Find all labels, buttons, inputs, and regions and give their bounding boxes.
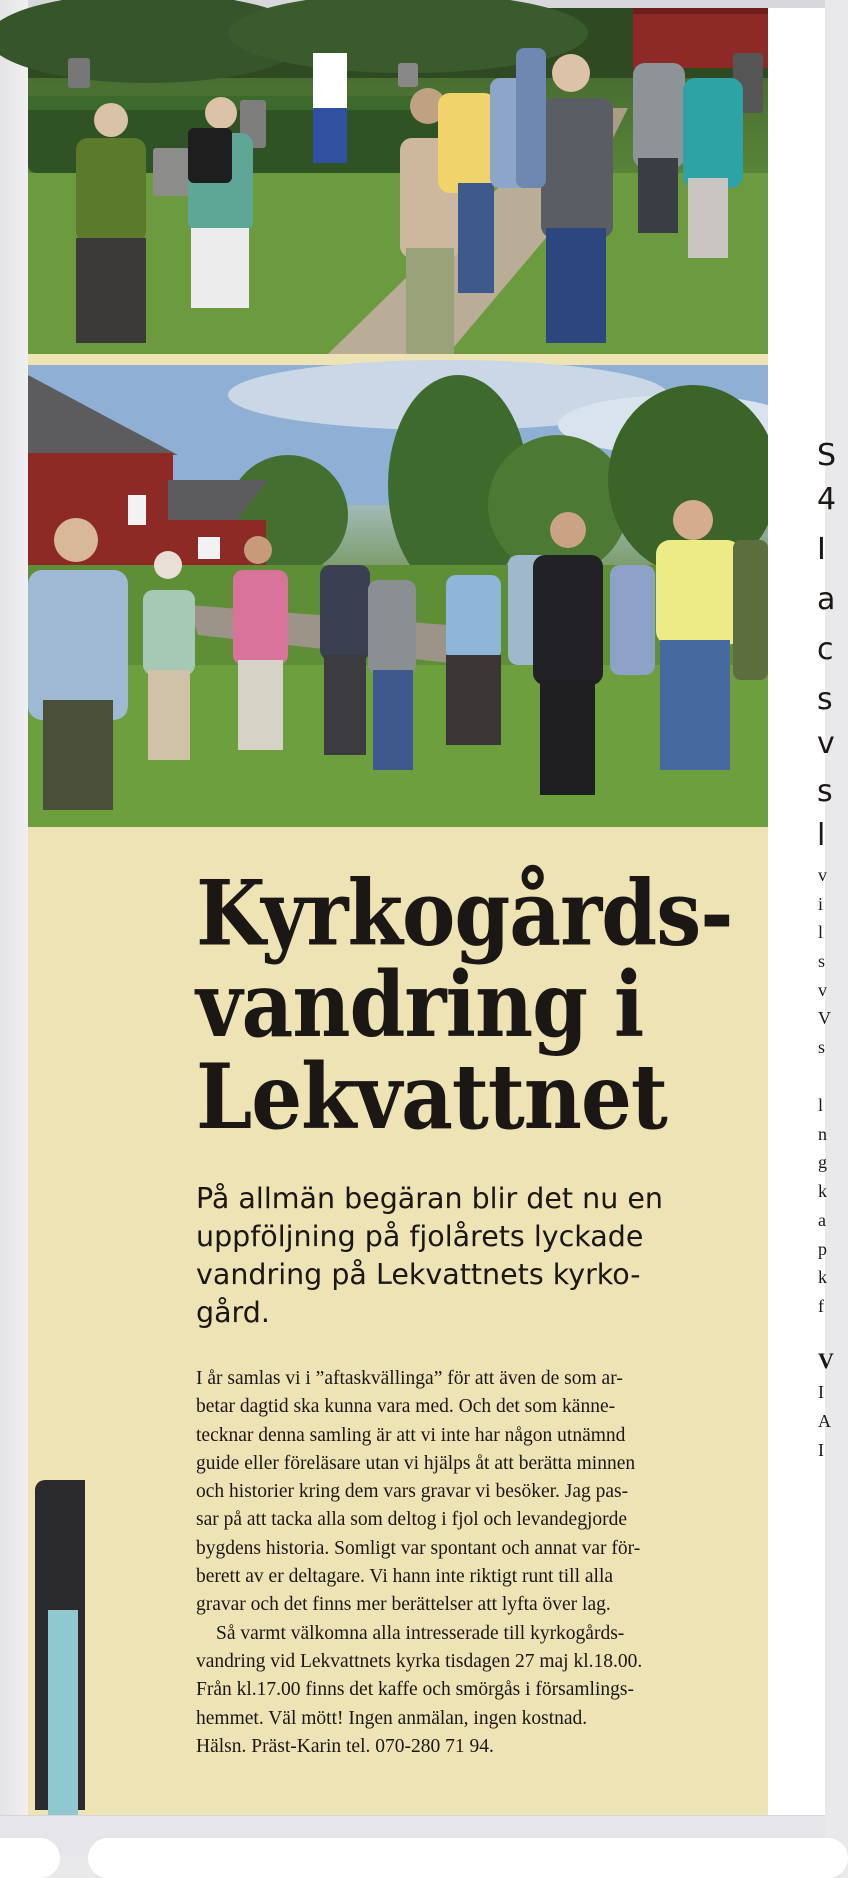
next-page-edge — [768, 8, 837, 1815]
next-page-small-letter: k — [818, 1181, 827, 1201]
article-body — [196, 1365, 736, 1761]
ingress-line: uppföljning på fjolårets lyckade — [196, 1220, 644, 1253]
body-line: tecknar denna samling är att vi inte har någon utnämnd — [196, 1424, 626, 1446]
next-page-letter: s — [817, 774, 833, 809]
next-page-small-letter: k — [818, 1267, 827, 1287]
next-page-small-letter: s — [818, 951, 826, 971]
article-ingress — [196, 1180, 741, 1332]
body-line: hemmet. Väl mött! Ingen anmälan, ingen kostnad. — [196, 1707, 588, 1729]
photo-cemetery-group-2-illustration — [28, 365, 768, 827]
next-page-small-letter: f — [818, 1296, 824, 1316]
body-line: guide eller föreläsare utan vi hjälps åt att berätta minnen — [196, 1452, 636, 1474]
next-page-small-letter: a — [818, 1210, 826, 1230]
next-page-small-letter: A — [818, 1411, 831, 1431]
page-left-margin — [0, 0, 28, 1815]
next-page-letter: 4 — [817, 482, 837, 517]
body-line: Så varmt välkomna alla intresserade till kyrkogårds- — [216, 1622, 625, 1644]
next-page-small-letter: n — [818, 1124, 827, 1144]
next-page-letter: c — [817, 632, 834, 667]
next-page-small-letter: g — [818, 1152, 827, 1172]
article-panel — [28, 827, 768, 1815]
viewer-toolbar[interactable] — [88, 1838, 848, 1878]
next-page-small-letter: I — [818, 1440, 824, 1460]
body-line: gravar och det finns mer berättelser att lyfta över lag. — [196, 1594, 611, 1616]
next-page-letter: s — [817, 682, 833, 717]
next-page-small-letter: l — [818, 1095, 824, 1115]
next-page-letter: l — [817, 818, 826, 853]
headline-line-2: vandring i — [196, 952, 644, 1058]
photo-cemetery-group-2 — [28, 365, 768, 827]
headline-line-3: Lekvattnet — [196, 1043, 667, 1150]
viewer-bottom-bar — [0, 1815, 825, 1856]
viewer-back-control[interactable] — [0, 1838, 60, 1878]
next-page-small-letter: V — [818, 1348, 834, 1373]
body-line: och historier kring dem vars gravar vi besöker. Jag pas- — [196, 1481, 629, 1503]
body-line: I år samlas vi i ”aftaskvällinga” för att även de som ar- — [196, 1368, 623, 1389]
next-page-small-letter: s — [818, 1037, 826, 1057]
body-line: betar dagtid ska kunna vara med. Och det som känne- — [196, 1396, 616, 1418]
ingress-line: gård. — [196, 1296, 270, 1329]
body-line: sar på att tacka alla som deltog i fjol och levandegjorde — [196, 1509, 628, 1531]
body-line: vandring vid Lekvattnets kyrka tisdagen 27 maj kl.18.00. — [196, 1650, 643, 1672]
next-page-letter: S — [817, 438, 837, 473]
photo-cemetery-group-1-illustration — [28, 8, 768, 354]
article-headline — [196, 860, 756, 1150]
next-page-small-letter: V — [818, 1008, 831, 1028]
next-page-letter: I — [817, 532, 826, 567]
body-line: bygdens historia. Somligt var spontant och annat var för- — [196, 1537, 641, 1559]
ingress-line: vandring på Lekvattnets kyrko- — [196, 1258, 641, 1291]
next-page-small-letter: I — [818, 1382, 824, 1402]
ingress-line: På allmän begäran blir det nu en — [196, 1182, 663, 1215]
body-line: Hälsn. Präst-Karin tel. 070-280 71 94. — [196, 1735, 494, 1757]
next-page-small-letter: l — [818, 922, 824, 942]
next-page-card-accent — [48, 1610, 78, 1815]
next-page-letter: a — [817, 582, 836, 617]
body-line: Från kl.17.00 finns det kaffe och smörgås i församlings- — [196, 1679, 634, 1701]
headline-line-1: Kyrkogårds- — [196, 860, 733, 966]
next-page-small-letter: v — [818, 980, 827, 1000]
body-line: berett av er deltagare. Vi hann inte riktigt runt till alla — [196, 1566, 614, 1588]
next-page-small-letter: p — [818, 1239, 827, 1259]
next-page-small-letter: i — [818, 894, 824, 914]
photo-cemetery-group-1 — [28, 8, 768, 354]
next-page-small-letter: v — [818, 865, 827, 885]
next-page-letter: v — [817, 726, 835, 761]
